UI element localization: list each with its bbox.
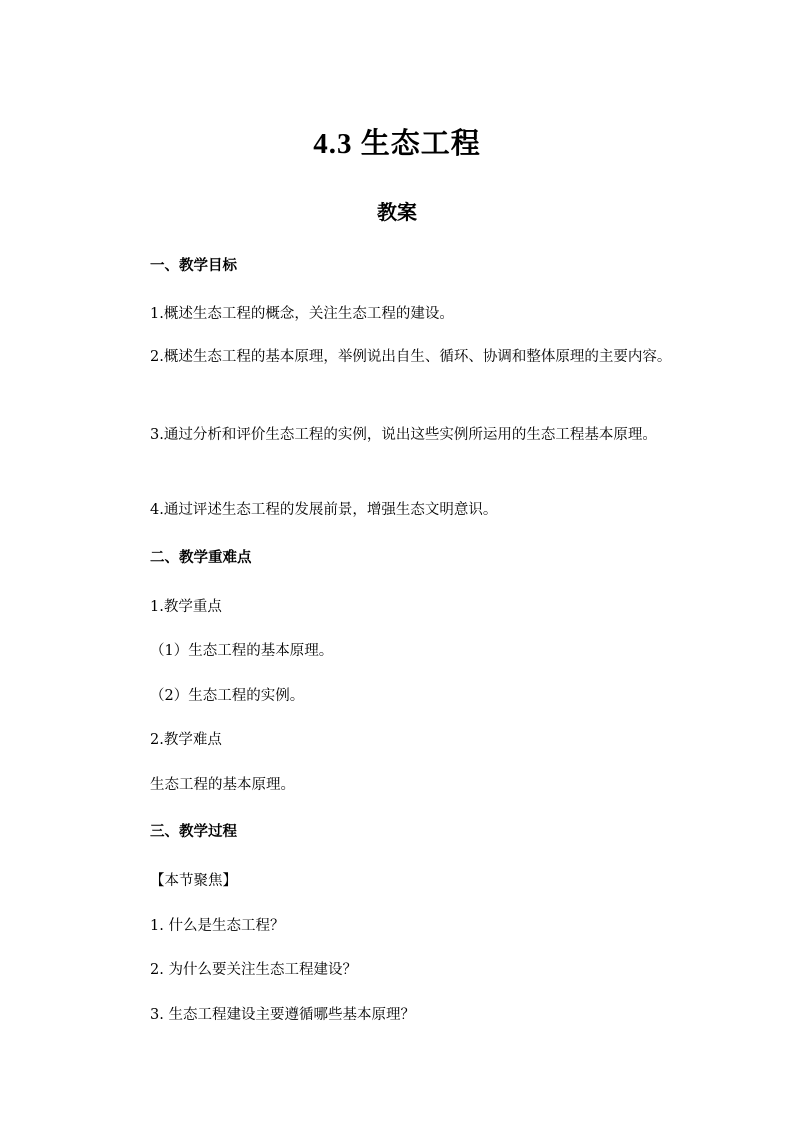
objective-item: 3.通过分析和评价生态工程的实例，说出这些实例所运用的生态工程基本原理。 — [150, 427, 657, 443]
difficulty-text: 生态工程的基本原理。 — [150, 777, 295, 793]
objective-item: 2.概述生态工程的基本原理，举例说出自生、循环、协调和整体原理的主要内容。 — [150, 349, 672, 365]
focus-label: 【本节聚焦】 — [150, 873, 237, 889]
section-heading-key-points: 二、教学重难点 — [150, 549, 252, 566]
focus-question: 2. 为什么要关注生态工程建设？ — [150, 962, 357, 978]
objective-item: 1.概述生态工程的概念，关注生态工程的建设。 — [150, 306, 454, 322]
difficulty-label: 2.教学难点 — [150, 732, 222, 748]
focus-question: 3. 生态工程建设主要遵循哪些基本原理？ — [150, 1007, 415, 1023]
key-point-item: （1）生态工程的基本原理。 — [150, 643, 334, 659]
focus-question: 1. 什么是生态工程？ — [150, 918, 285, 934]
section-heading-objectives: 一、教学目标 — [150, 257, 237, 274]
section-heading-process: 三、教学过程 — [150, 823, 237, 840]
document-title: 4.3 生态工程 — [313, 128, 481, 160]
document-subtitle: 教案 — [377, 200, 417, 224]
key-point-item: （2）生态工程的实例。 — [150, 688, 305, 704]
objective-item: 4.通过评述生态工程的发展前景，增强生态文明意识。 — [150, 502, 498, 518]
key-point-label: 1.教学重点 — [150, 599, 222, 615]
